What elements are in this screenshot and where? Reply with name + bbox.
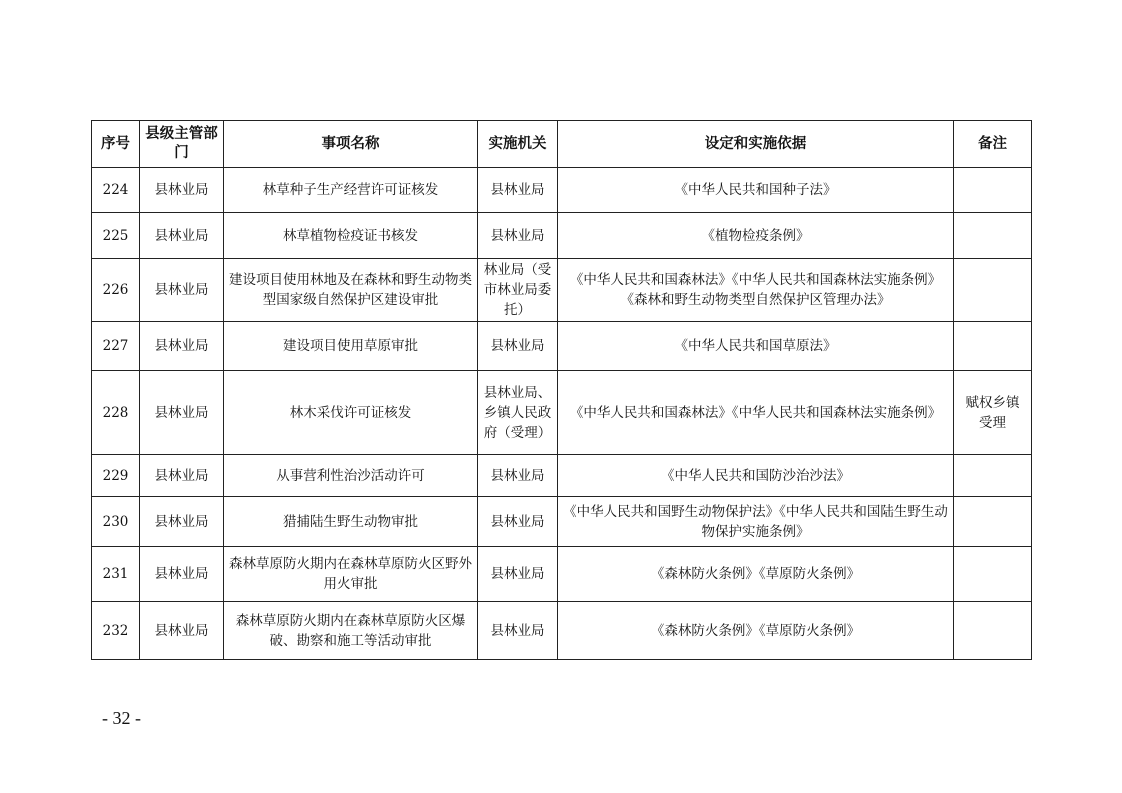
- cell-dept: 县林业局: [140, 259, 224, 322]
- cell-note: [954, 213, 1032, 259]
- table-row: [92, 497, 1032, 547]
- cell-note: [954, 168, 1032, 213]
- cell-agency: 县林业局: [478, 602, 558, 660]
- header-note: 备注: [954, 121, 1032, 168]
- table-row: [92, 259, 1032, 322]
- cell-seq: 228: [92, 371, 140, 455]
- cell-seq: 230: [92, 497, 140, 547]
- header-agency: 实施机关: [478, 121, 558, 168]
- cell-note: [954, 547, 1032, 602]
- cell-dept: 县林业局: [140, 497, 224, 547]
- cell-item: 猎捕陆生野生动物审批: [224, 497, 478, 547]
- cell-item: 林草植物检疫证书核发: [224, 213, 478, 259]
- cell-item: 森林草原防火期内在森林草原防火区爆破、勘察和施工等活动审批: [224, 602, 478, 660]
- header-item: 事项名称: [224, 121, 478, 168]
- cell-basis: 《森林防火条例》《草原防火条例》: [558, 602, 954, 660]
- cell-seq: 227: [92, 322, 140, 371]
- cell-seq: 226: [92, 259, 140, 322]
- cell-item: 森林草原防火期内在森林草原防火区野外用火审批: [224, 547, 478, 602]
- cell-dept: 县林业局: [140, 322, 224, 371]
- cell-seq: 224: [92, 168, 140, 213]
- cell-basis: 《中华人民共和国草原法》: [558, 322, 954, 371]
- cell-item: 从事营利性治沙活动许可: [224, 455, 478, 497]
- cell-agency: 县林业局: [478, 497, 558, 547]
- cell-basis: 《植物检疫条例》: [558, 213, 954, 259]
- cell-note: [954, 322, 1032, 371]
- header-basis: 设定和实施依据: [558, 121, 954, 168]
- cell-seq: 232: [92, 602, 140, 660]
- cell-item: 林木采伐许可证核发: [224, 371, 478, 455]
- cell-seq: 231: [92, 547, 140, 602]
- cell-dept: 县林业局: [140, 213, 224, 259]
- cell-dept: 县林业局: [140, 455, 224, 497]
- cell-note: [954, 455, 1032, 497]
- table-row: [92, 547, 1032, 602]
- table-row: [92, 602, 1032, 660]
- header-seq: 序号: [92, 121, 140, 168]
- cell-seq: 229: [92, 455, 140, 497]
- cell-basis: 《中华人民共和国森林法》《中华人民共和国森林法实施条例》: [558, 371, 954, 455]
- cell-item: 建设项目使用草原审批: [224, 322, 478, 371]
- page-number: - 32 -: [102, 708, 141, 728]
- cell-note: [954, 602, 1032, 660]
- cell-dept: 县林业局: [140, 602, 224, 660]
- table-row: [92, 371, 1032, 455]
- cell-dept: 县林业局: [140, 371, 224, 455]
- cell-item: 建设项目使用林地及在森林和野生动物类型国家级自然保护区建设审批: [224, 259, 478, 322]
- cell-note: [954, 497, 1032, 547]
- cell-agency: 县林业局: [478, 213, 558, 259]
- table-row: [92, 455, 1032, 497]
- table-row: [92, 213, 1032, 259]
- cell-agency: 县林业局: [478, 322, 558, 371]
- cell-agency: 县林业局: [478, 547, 558, 602]
- cell-note: [954, 259, 1032, 322]
- cell-agency: 林业局（受市林业局委托）: [478, 259, 558, 322]
- table-header-row: [92, 121, 1032, 168]
- approval-items-table: [91, 120, 1032, 660]
- cell-agency: 县林业局: [478, 168, 558, 213]
- table-row: [92, 322, 1032, 371]
- cell-basis: 《中华人民共和国防沙治沙法》: [558, 455, 954, 497]
- cell-agency: 县林业局、乡镇人民政府（受理）: [478, 371, 558, 455]
- cell-basis: 《中华人民共和国森林法》《中华人民共和国森林法实施条例》《森林和野生动物类型自然保护区管理办法》: [558, 259, 954, 322]
- cell-basis: 《中华人民共和国种子法》: [558, 168, 954, 213]
- cell-agency: 县林业局: [478, 455, 558, 497]
- table-row: [92, 168, 1032, 213]
- cell-seq: 225: [92, 213, 140, 259]
- cell-note: 赋权乡镇受理: [954, 371, 1032, 455]
- header-dept: 县级主管部门: [140, 121, 224, 168]
- cell-dept: 县林业局: [140, 168, 224, 213]
- cell-item: 林草种子生产经营许可证核发: [224, 168, 478, 213]
- cell-basis: 《森林防火条例》《草原防火条例》: [558, 547, 954, 602]
- cell-basis: 《中华人民共和国野生动物保护法》《中华人民共和国陆生野生动物保护实施条例》: [558, 497, 954, 547]
- cell-dept: 县林业局: [140, 547, 224, 602]
